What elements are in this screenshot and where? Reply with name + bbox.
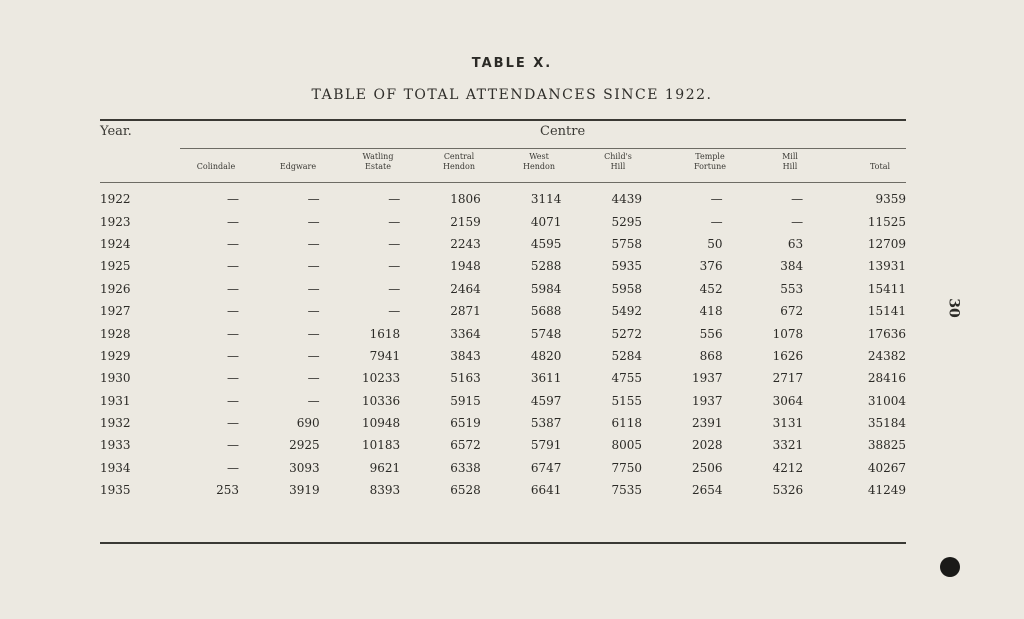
column-header-line: Fortune xyxy=(693,162,726,171)
row-year: 1935 xyxy=(100,483,131,498)
table-row xyxy=(100,233,906,255)
table-cell: 253 xyxy=(216,483,240,498)
table-cell: 2506 xyxy=(692,460,723,475)
table-row xyxy=(100,457,906,479)
column-header-colindale xyxy=(181,162,251,172)
table-cell: 5984 xyxy=(530,281,562,296)
table-cell: 3131 xyxy=(772,416,804,431)
table-cell: 5688 xyxy=(530,304,562,319)
table-cell: 5163 xyxy=(450,371,481,386)
table-cell: — xyxy=(307,371,320,386)
table-cell: 1937 xyxy=(692,371,723,386)
table-cell: — xyxy=(227,192,240,207)
row-year: 1931 xyxy=(100,393,131,408)
table-cell: 40267 xyxy=(867,460,906,475)
column-header-line: Estate xyxy=(365,162,391,171)
table-cell: 4212 xyxy=(772,460,804,475)
ink-dot xyxy=(940,557,960,577)
table-cell: — xyxy=(227,438,240,453)
table-cell: 5284 xyxy=(611,348,642,363)
table-cell: — xyxy=(388,192,401,207)
table-cell: 3611 xyxy=(530,371,562,386)
table-cell: — xyxy=(307,192,320,207)
row-year: 1926 xyxy=(100,281,131,296)
table-cell: 1937 xyxy=(692,393,723,408)
row-year: 1934 xyxy=(100,460,131,475)
column-header-total xyxy=(845,162,915,172)
table-row xyxy=(100,188,906,210)
column-header-child-s-hill xyxy=(583,152,653,172)
column-header-line: Child's xyxy=(604,152,632,161)
table-cell: 2871 xyxy=(450,304,481,319)
table-cell: — xyxy=(227,393,240,408)
column-header-line: Hendon xyxy=(523,162,555,171)
table-row xyxy=(100,434,906,456)
column-header-line: Temple xyxy=(695,152,725,161)
table-cell: 384 xyxy=(780,259,804,274)
table-cell: 376 xyxy=(699,259,723,274)
table-cell: — xyxy=(388,214,401,229)
column-header-west-hendon xyxy=(504,152,574,172)
table-cell: — xyxy=(307,348,320,363)
table-cell: 5791 xyxy=(530,438,562,453)
row-year: 1933 xyxy=(100,438,131,453)
table-title: TABLE OF TOTAL ATTENDANCES SINCE 1922. xyxy=(311,87,713,103)
column-header-line: Hill xyxy=(610,162,626,171)
table-cell: 13931 xyxy=(867,259,906,274)
table-cell: 452 xyxy=(699,281,723,296)
table-cell: 50 xyxy=(707,236,723,251)
column-header-line: Colindale xyxy=(196,162,236,171)
table-row xyxy=(100,278,906,300)
table-cell: — xyxy=(227,304,240,319)
table-cell: 63 xyxy=(787,236,804,251)
bottom-rule xyxy=(100,542,906,544)
table-cell: — xyxy=(710,214,723,229)
table-cell: 8005 xyxy=(611,438,642,453)
table-row xyxy=(100,322,906,344)
table-cell: 41249 xyxy=(867,483,906,498)
table-cell: 3114 xyxy=(530,192,562,207)
column-header-line: Hill xyxy=(782,162,798,171)
centre-rule xyxy=(180,148,906,149)
table-cell: 3843 xyxy=(450,348,481,363)
row-year: 1927 xyxy=(100,304,131,319)
table-row xyxy=(100,300,906,322)
row-year: 1928 xyxy=(100,326,131,341)
table-cell: — xyxy=(227,259,240,274)
table-cell: 5387 xyxy=(530,416,562,431)
table-cell: 15141 xyxy=(867,304,906,319)
row-year: 1930 xyxy=(100,371,131,386)
table-cell: 3093 xyxy=(289,460,320,475)
column-header-line: Mill xyxy=(782,152,798,161)
table-cell: 418 xyxy=(699,304,723,319)
table-cell: 12709 xyxy=(867,236,906,251)
column-header-mill-hill xyxy=(755,152,825,172)
table-cell: 6641 xyxy=(530,483,562,498)
table-cell: 553 xyxy=(780,281,804,296)
page-number: 30 xyxy=(945,298,962,318)
table-cell: 2717 xyxy=(772,371,804,386)
table-cell: 9621 xyxy=(369,460,401,475)
table-cell: 4439 xyxy=(611,192,642,207)
table-cell: — xyxy=(227,236,240,251)
table-cell: 35184 xyxy=(867,416,906,431)
table-cell: — xyxy=(307,259,320,274)
table-cell: 690 xyxy=(296,416,320,431)
row-year: 1922 xyxy=(100,192,131,207)
column-header-line: Edgware xyxy=(279,162,317,171)
centre-header: Centre xyxy=(540,124,586,139)
table-cell: 5758 xyxy=(611,236,642,251)
table-cell: 6572 xyxy=(450,438,481,453)
table-cell: 2654 xyxy=(692,483,723,498)
table-cell: 5155 xyxy=(611,393,642,408)
table-row xyxy=(100,210,906,232)
table-row xyxy=(100,367,906,389)
table-row xyxy=(100,345,906,367)
table-cell: — xyxy=(227,348,240,363)
table-cell: 1626 xyxy=(772,348,804,363)
table-row xyxy=(100,412,906,434)
column-header-central-hendon xyxy=(424,152,494,172)
table-cell: 2391 xyxy=(692,416,723,431)
table-label: TABLE X. xyxy=(471,56,553,71)
table-cell: — xyxy=(227,281,240,296)
table-cell: 5326 xyxy=(772,483,804,498)
table-cell: 2243 xyxy=(450,236,481,251)
table-cell: 31004 xyxy=(867,393,906,408)
table-cell: — xyxy=(388,304,401,319)
table-cell: 5272 xyxy=(611,326,642,341)
table-cell: — xyxy=(710,192,723,207)
table-cell: 2925 xyxy=(289,438,320,453)
table-cell: — xyxy=(307,281,320,296)
table-cell: 4755 xyxy=(611,371,642,386)
table-cell: 5492 xyxy=(611,304,642,319)
table-cell: 3064 xyxy=(772,393,804,408)
table-cell: 10183 xyxy=(362,438,401,453)
table-cell: — xyxy=(227,214,240,229)
table-cell: 3919 xyxy=(289,483,320,498)
table-cell: 6528 xyxy=(450,483,481,498)
table-cell: 5958 xyxy=(611,281,642,296)
table-cell: — xyxy=(388,259,401,274)
row-year: 1932 xyxy=(100,416,131,431)
table-cell: 10948 xyxy=(362,416,401,431)
table-cell: — xyxy=(307,236,320,251)
table-cell: 8393 xyxy=(369,483,401,498)
table-cell: 11525 xyxy=(867,214,906,229)
table-cell: 6519 xyxy=(450,416,481,431)
table-cell: — xyxy=(307,326,320,341)
column-header-temple-fortune xyxy=(675,152,745,172)
year-header: Year. xyxy=(100,124,132,139)
table-row xyxy=(100,255,906,277)
table-cell: 24382 xyxy=(867,348,906,363)
table-cell: 6118 xyxy=(611,416,642,431)
table-cell: — xyxy=(307,304,320,319)
column-header-line: Hendon xyxy=(443,162,475,171)
column-header-line: Total xyxy=(869,162,891,171)
table-cell: 4597 xyxy=(530,393,562,408)
table-cell: 10233 xyxy=(362,371,401,386)
table-cell: 672 xyxy=(780,304,804,319)
column-header-edgware xyxy=(263,162,333,172)
table-cell: 9359 xyxy=(875,192,906,207)
table-cell: 28416 xyxy=(867,371,906,386)
table-cell: 7535 xyxy=(611,483,642,498)
table-cell: — xyxy=(307,214,320,229)
table-cell: 3321 xyxy=(772,438,804,453)
column-header-line: West xyxy=(529,152,549,161)
row-year: 1929 xyxy=(100,348,131,363)
column-header-line: Central xyxy=(443,152,475,161)
table-cell: — xyxy=(388,281,401,296)
table-cell: 7941 xyxy=(369,348,401,363)
table-cell: 2159 xyxy=(450,214,481,229)
table-cell: 7750 xyxy=(611,460,642,475)
table-cell: 4820 xyxy=(530,348,562,363)
table-cell: 1948 xyxy=(450,259,481,274)
table-cell: 5935 xyxy=(611,259,642,274)
table-cell: — xyxy=(227,326,240,341)
table-cell: — xyxy=(388,236,401,251)
table-cell: 1806 xyxy=(450,192,481,207)
table-cell: 10336 xyxy=(362,393,401,408)
table-cell: 6747 xyxy=(530,460,562,475)
table-row xyxy=(100,390,906,412)
table-cell: 1618 xyxy=(369,326,401,341)
table-cell: 4595 xyxy=(530,236,562,251)
column-header-watling-estate xyxy=(343,152,413,172)
row-year: 1923 xyxy=(100,214,131,229)
table-cell: 5295 xyxy=(611,214,642,229)
table-cell: 868 xyxy=(699,348,723,363)
table-cell: — xyxy=(791,192,804,207)
table-cell: — xyxy=(307,393,320,408)
table-row xyxy=(100,479,906,501)
table-cell: 4071 xyxy=(530,214,562,229)
table-cell: 5915 xyxy=(450,393,481,408)
table-cell: 6338 xyxy=(450,460,481,475)
table-cell: 1078 xyxy=(772,326,804,341)
table-cell: 5288 xyxy=(530,259,562,274)
table-cell: 15411 xyxy=(867,281,906,296)
table-cell: 2464 xyxy=(450,281,481,296)
table-cell: — xyxy=(791,214,804,229)
table-cell: 3364 xyxy=(450,326,481,341)
table-cell: 5748 xyxy=(530,326,562,341)
top-rule xyxy=(100,119,906,121)
table-cell: — xyxy=(227,460,240,475)
row-year: 1925 xyxy=(100,259,131,274)
attendance-table xyxy=(100,188,906,501)
table-cell: 17636 xyxy=(867,326,906,341)
table-cell: 2028 xyxy=(692,438,723,453)
header-rule xyxy=(100,182,906,183)
row-year: 1924 xyxy=(100,236,131,251)
table-cell: — xyxy=(227,371,240,386)
table-cell: — xyxy=(227,416,240,431)
column-header-line: Watling xyxy=(362,152,394,161)
table-cell: 38825 xyxy=(867,438,906,453)
table-cell: 556 xyxy=(699,326,723,341)
